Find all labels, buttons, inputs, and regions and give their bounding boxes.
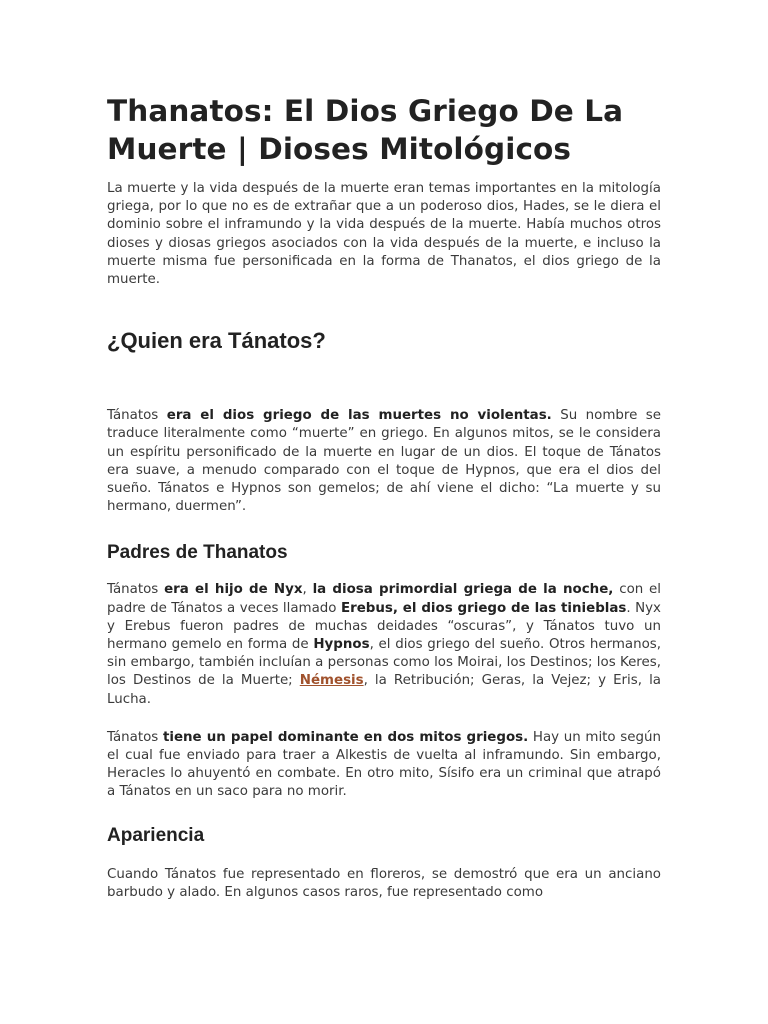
quien-era-paragraph: Tánatos era el dios griego de las muertes no violentas. Su nombre se traduce literalmente como “muerte” en griego. En algunos mitos, se le considera un espíritu personificado de la muerte en lugar de un dios. El toque de Tánatos era suave, a menudo comparado con el toque de Hypnos, que era el dios del sueño. Tánatos e Hypnos son gemelos; de ahí viene el dicho: “La muerte y su hermano, duermen”. — [107, 408, 661, 515]
section-heading-quien-era: ¿Quien era Tánatos? — [107, 328, 326, 354]
apariencia-paragraph: Cuando Tánatos fue representado en floreros, se demostró que era un anciano barbudo y alado. En algunos casos raros, fue representado como — [107, 866, 661, 900]
bold-phrase: Hypnos — [313, 637, 370, 653]
section-heading-apariencia: Apariencia — [107, 824, 205, 846]
bold-phrase: era el dios griego de las muertes no violentas. — [166, 408, 552, 424]
bold-phrase: era el hijo de Nyx — [164, 582, 303, 598]
intro-paragraph: La muerte y la vida después de la muerte eran temas importantes en la mitología griega, por lo que no es de extrañar que a un poderoso dios, Hades, se le diera el dominio sobre el inframundo y la vida después de la muerte. Había muchos otros dioses y diosas griegos asociados con la vida después de la muerte, e incluso la muerte misma fue personificada en la forma de Thanatos, el dios griego de la muerte. — [107, 181, 661, 288]
page-title: Thanatos: El Dios Griego De La Muerte | Dioses Mitológicos — [107, 94, 624, 166]
bold-phrase: Erebus, el dios griego de las tinieblas — [340, 600, 627, 616]
bold-phrase: la diosa primordial griega de la noche, — [312, 582, 614, 598]
nemesis-link[interactable]: Némesis — [299, 673, 364, 689]
bold-phrase: tiene un papel dominante en dos mitos griegos. — [162, 729, 529, 745]
mitos-paragraph: Tánatos tiene un papel dominante en dos mitos griegos. Hay un mito según el cual fue enviado para traer a Alkestis de vuelta al inframundo. Sin embargo, Heracles lo ahuyentó en combate. En otro mito, Sísifo era un criminal que atrapó a Tánatos en un saco para no morir. — [107, 729, 661, 800]
section-heading-padres: Padres de Thanatos — [107, 542, 288, 564]
padres-paragraph: Tánatos era el hijo de Nyx, la diosa primordial griega de la noche, con el padre de Tánatos a veces llamado Erebus, el dios griego de las tinieblas. Nyx y Erebus fueron padres de muchas deidades “oscuras”, y Tánatos tuvo un hermano gemelo en forma de Hypnos, el dios griego del sueño. Otros hermanos, sin embargo, también incluían a personas como los Moirai, los Destinos; los Keres, los Destinos de la Muerte; Némesis, la Retribución; Geras, la Vejez; y Eris, la Lucha. — [107, 582, 662, 707]
